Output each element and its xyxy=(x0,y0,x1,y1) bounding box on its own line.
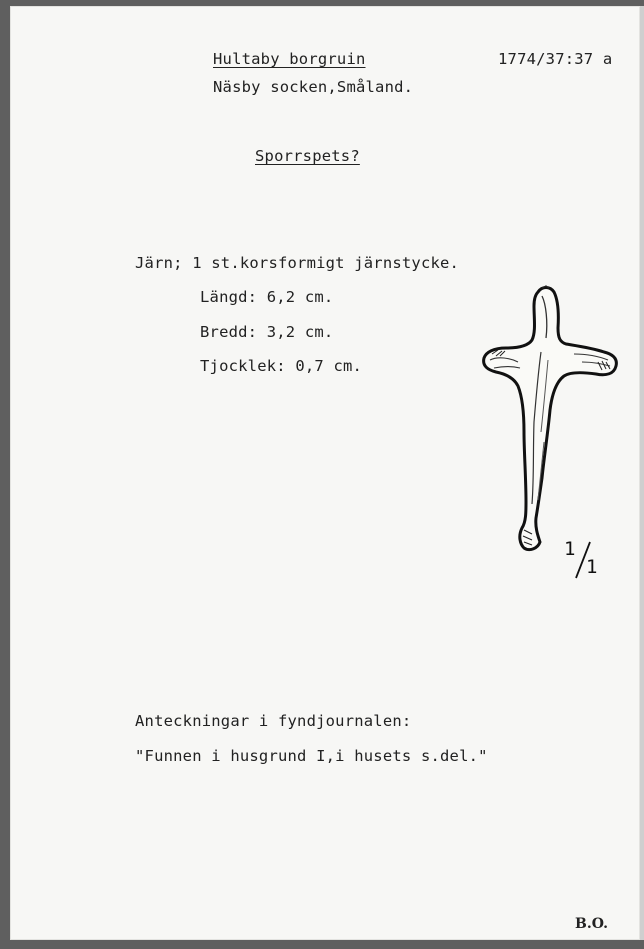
scale-indicator xyxy=(560,538,604,584)
cataloguer-initials: B.O. xyxy=(575,916,608,932)
scale-denominator: 1 xyxy=(586,556,598,578)
length-measure: Längd: 6,2 cm. xyxy=(200,288,334,306)
scale-numerator: 1 xyxy=(564,538,576,560)
cross-shaped-iron-drawing xyxy=(478,282,628,558)
location-text: Näsby socken,Småland. xyxy=(213,78,414,96)
notes-quote: "Funnen i husgrund I,i husets s.del." xyxy=(135,747,488,765)
site-title: Hultaby borgruin xyxy=(213,50,366,68)
thickness-measure: Tjocklek: 0,7 cm. xyxy=(200,357,363,375)
material-line: Järn; 1 st.korsformigt järnstycke. xyxy=(135,254,460,272)
catalog-number: 1774/37:37 a xyxy=(498,50,613,68)
object-name: Sporrspets? xyxy=(255,147,360,165)
notes-heading: Anteckningar i fyndjournalen: xyxy=(135,712,412,730)
width-measure: Bredd: 3,2 cm. xyxy=(200,323,334,341)
